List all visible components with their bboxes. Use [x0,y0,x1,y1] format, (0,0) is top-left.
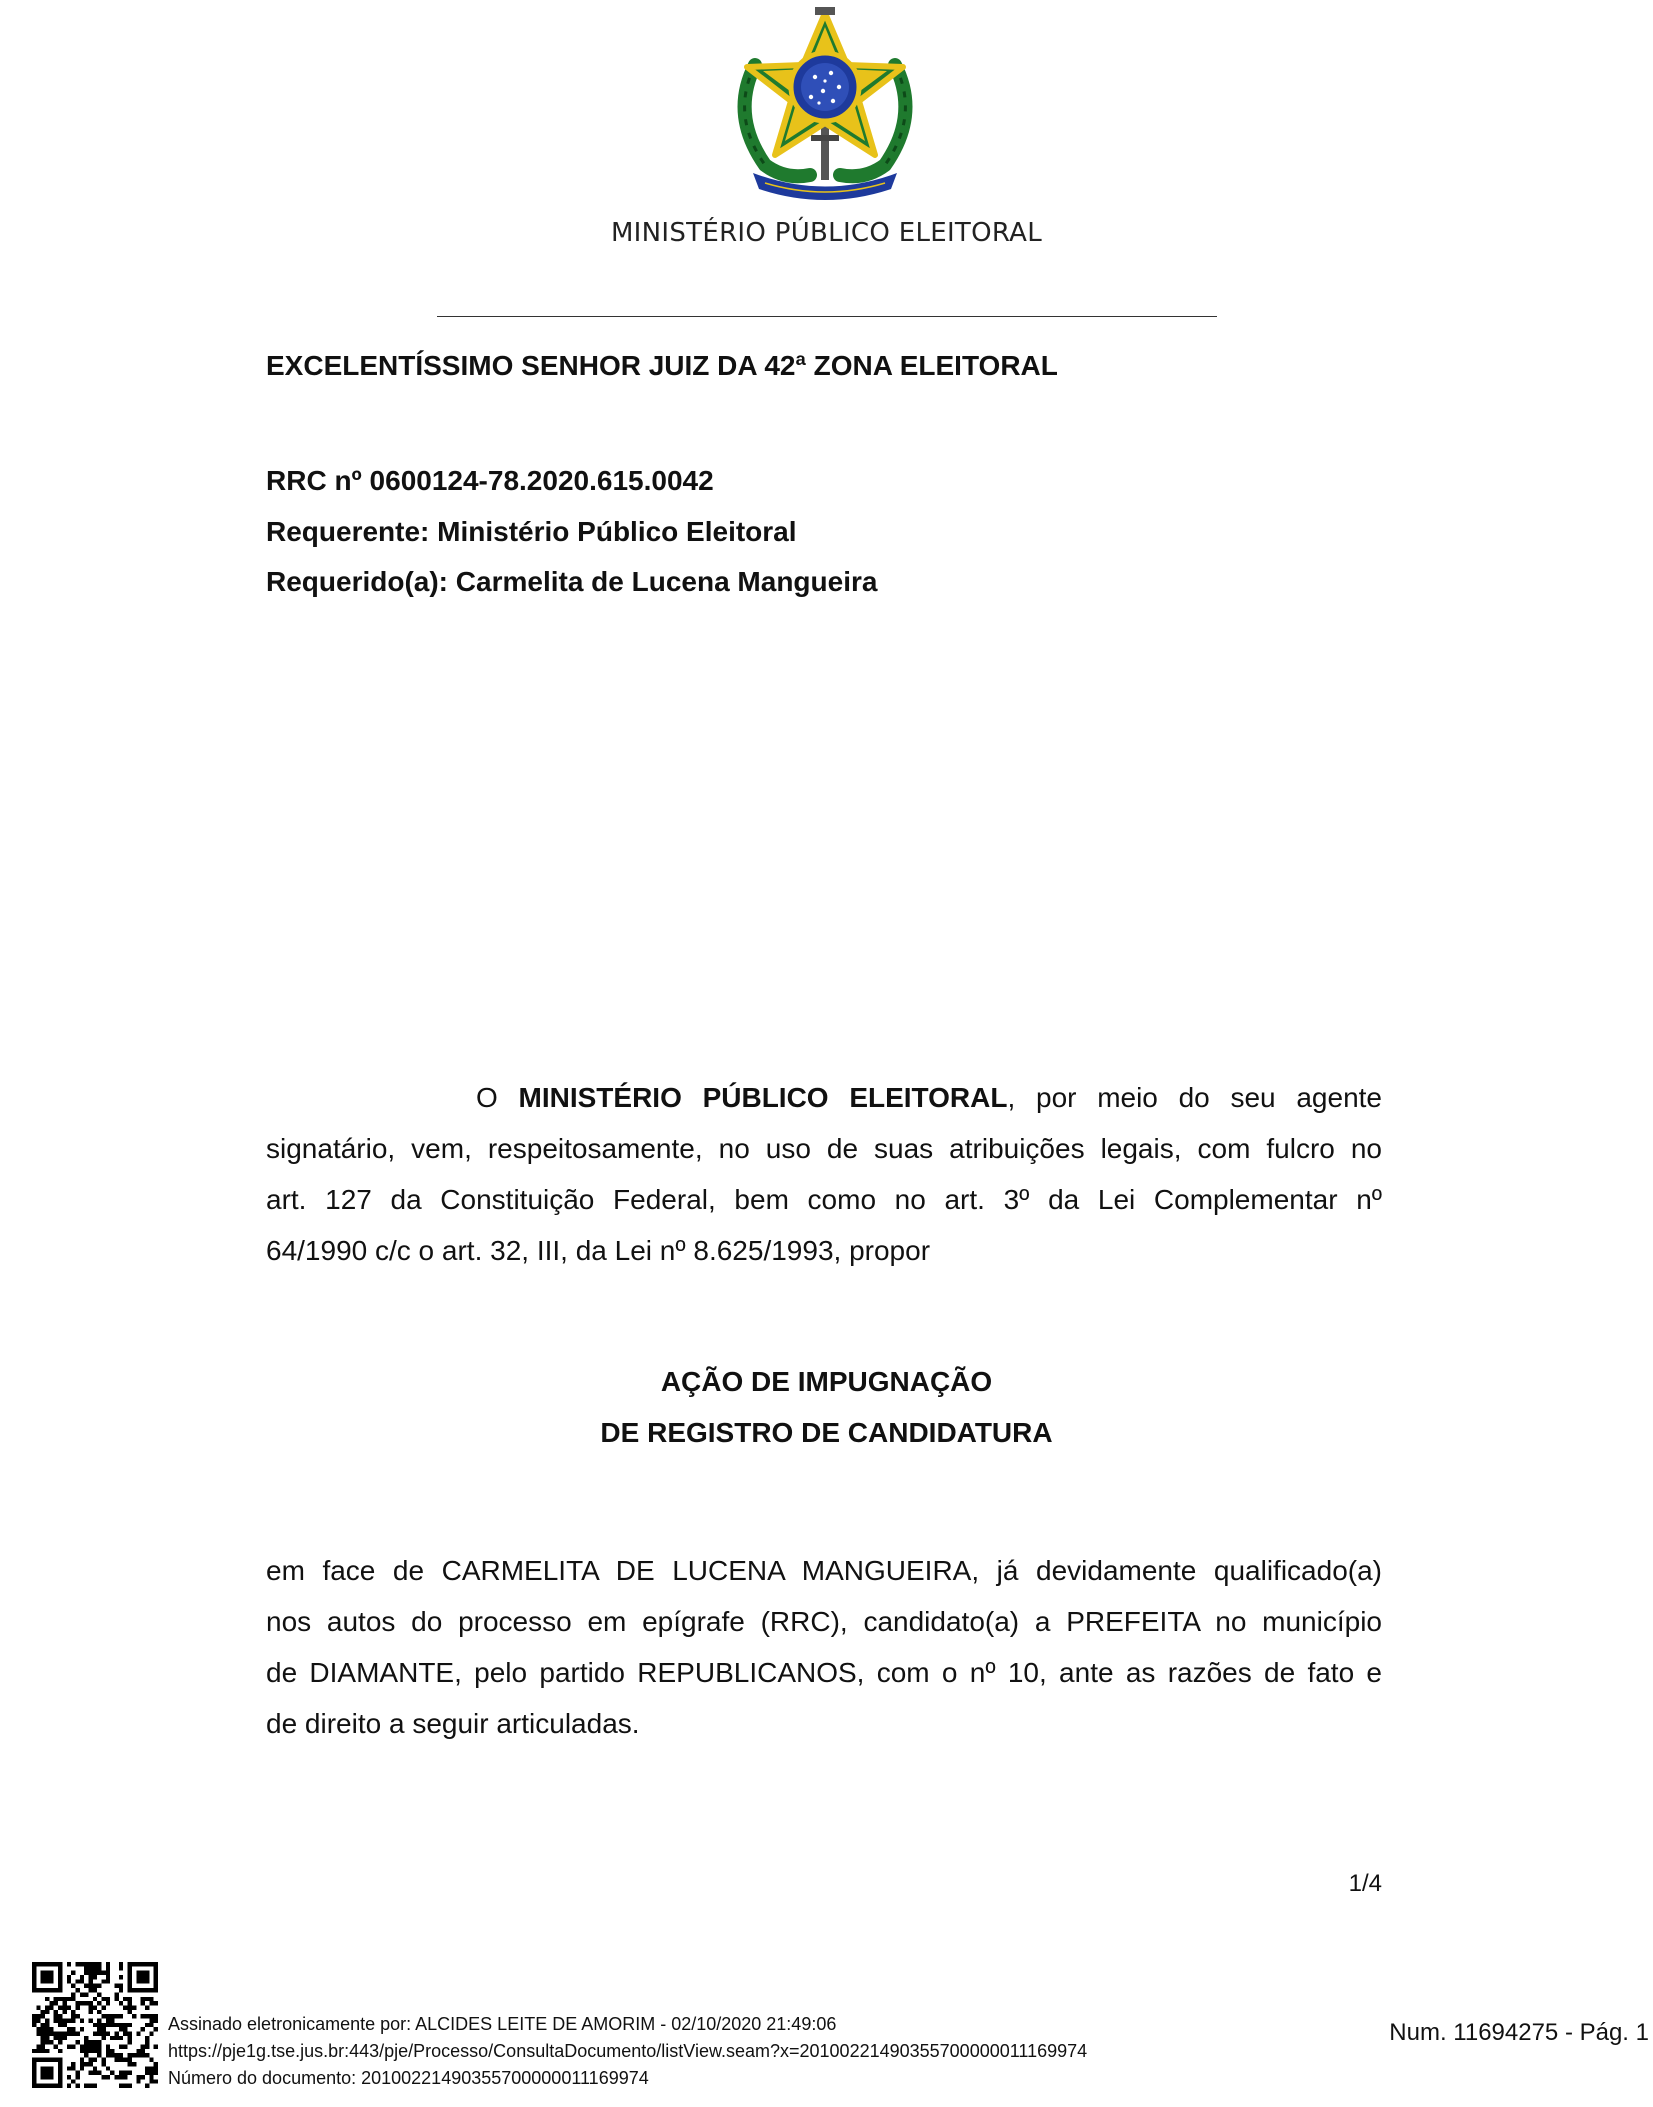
header-divider [437,316,1217,317]
body-line-4: de direito a seguir articuladas. [266,1708,640,1739]
intro-lead: O [476,1082,519,1113]
body-line-1: em face de CARMELITA DE LUCENA MANGUEIRA, já devidamente qualificado(a) [266,1555,1382,1586]
requerido-line: Requerido(a): Carmelita de Lucena Mangueira [266,566,878,597]
addressee-heading: EXCELENTÍSSIMO SENHOR JUIZ DA 42ª ZONA ELEITORAL [266,350,1058,381]
page-counter: 1/4 [1348,1870,1382,1897]
action-title-line-1: AÇÃO DE IMPUGNAÇÃO [660,1366,993,1397]
intro-line-2: signatário, vem, respeitosamente, no uso de suas atribuições legais, com fulcro no [266,1133,1382,1164]
brazil-coat-of-arms-icon [715,5,935,201]
document-number: Número do documento: 20100221490355700000011169974 [168,2068,649,2088]
action-title-line-2: DE REGISTRO DE CANDIDATURA [600,1417,1053,1448]
intro-line-4: 64/1990 c/c o art. 32, III, da Lei nº 8.625/1993, propor [266,1235,931,1266]
organization-name: MINISTÉRIO PÚBLICO ELEITORAL [610,218,1043,248]
document-url[interactable]: https://pje1g.tse.jus.br:443/pje/Processo/ConsultaDocumento/listView.seam?x=20100221490355700000011169974 [168,2041,1088,2061]
case-number: RRC nº 0600124-78.2020.615.0042 [266,465,714,496]
body-line-2: nos autos do processo em epígrafe (RRC), candidato(a) a PREFEITA no município [266,1606,1382,1637]
body-paragraph [266,1545,1382,1749]
signature-info: Assinado eletronicamente por: ALCIDES LEITE DE AMORIM - 02/10/2020 21:49:06 [168,2014,837,2034]
body-line-3: de DIAMANTE, pelo partido REPUBLICANOS, com o nº 10, ante as razões de fato e [266,1657,1382,1688]
intro-line-3: art. 127 da Constituição Federal, bem como no art. 3º da Lei Complementar nº [266,1184,1382,1215]
intro-line-1-rest: , por meio do seu agente [1007,1082,1383,1113]
requerente-line: Requerente: Ministério Público Eleitoral [266,516,797,547]
intro-paragraph [266,1072,1382,1276]
qr-code-icon [32,1962,158,2088]
page-reference: Num. 11694275 - Pág. 1 [1389,2019,1649,2046]
intro-entity: MINISTÉRIO PÚBLICO ELEITORAL [518,1082,1008,1113]
intro-line-1 [266,1072,1382,1123]
